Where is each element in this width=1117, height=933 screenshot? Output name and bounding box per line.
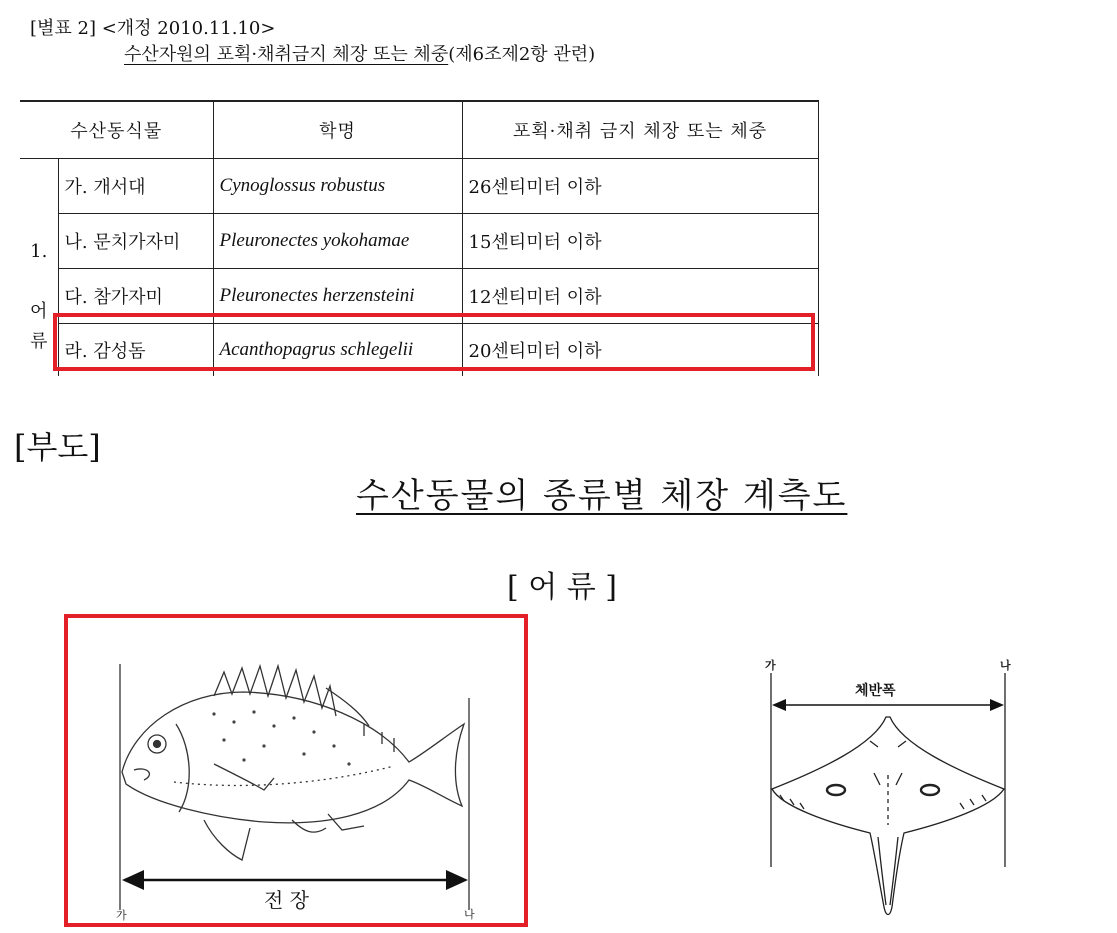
species-name: 나. 문치가자미 bbox=[58, 214, 213, 269]
header-limit: 포획·채취 금지 체장 또는 체중 bbox=[462, 101, 818, 159]
species-name: 라. 감성돔 bbox=[58, 324, 213, 377]
annex-label: [별표 2] <개정 2010.11.10> bbox=[30, 18, 276, 39]
annex-title-line bbox=[124, 40, 595, 66]
highlight-box-fish bbox=[64, 614, 528, 927]
annex-title-suffix: (제6조제2항 관련) bbox=[448, 44, 596, 65]
fish-start-mark: 가 bbox=[116, 909, 127, 922]
header-scientific-name: 학명 bbox=[213, 101, 462, 159]
category-number: 1. bbox=[30, 241, 48, 262]
species-name: 다. 참가자미 bbox=[58, 269, 213, 324]
size-limit: 26센티미터 이하 bbox=[462, 159, 818, 214]
size-limit: 20센티미터 이하 bbox=[462, 324, 818, 377]
size-limit: 15센티미터 이하 bbox=[462, 214, 818, 269]
category-label: [ 어 류 ] bbox=[507, 570, 617, 605]
ray-end-mark: 나 bbox=[1000, 659, 1011, 672]
category-char-2: 류 bbox=[30, 331, 48, 352]
scientific-name: Pleuronectes herzensteini bbox=[213, 269, 462, 324]
highlight-box-row bbox=[53, 313, 815, 371]
scientific-name: Pleuronectes yokohamae bbox=[213, 214, 462, 269]
chart-title: 수산동물의 종류별 체장 계측도 bbox=[356, 476, 848, 516]
size-limit: 12센티미터 이하 bbox=[462, 269, 818, 324]
disc-width-arrow bbox=[772, 699, 1004, 711]
annex-title: 수산자원의 포획·채취금지 체장 또는 체중 bbox=[124, 44, 449, 65]
fish-end-mark: 나 bbox=[464, 908, 475, 921]
ray-measure-label: 체반폭 bbox=[855, 683, 896, 699]
table-row bbox=[20, 214, 818, 269]
scientific-name: Cynoglossus robustus bbox=[213, 159, 462, 214]
ray-start-mark: 가 bbox=[765, 659, 776, 672]
fish-measure-label: 전 장 bbox=[264, 888, 309, 912]
species-name: 가. 개서대 bbox=[58, 159, 213, 214]
ray-width-diagram bbox=[760, 655, 1022, 920]
scientific-name: Acanthopagrus schlegelii bbox=[213, 324, 462, 377]
supplement-label: [부도] bbox=[14, 428, 101, 466]
ray-illustration bbox=[771, 673, 1005, 915]
header-species: 수산동식물 bbox=[20, 101, 213, 159]
category-char-1: 어 bbox=[30, 301, 48, 322]
table-row bbox=[20, 159, 818, 214]
table-header-row bbox=[20, 101, 818, 159]
